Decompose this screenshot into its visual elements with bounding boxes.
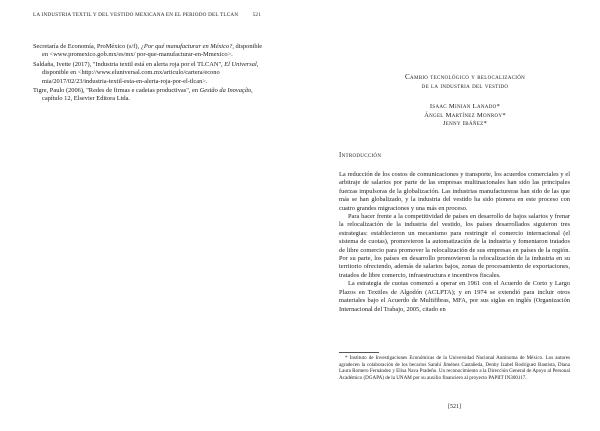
reference-item: Secretaría de Economía, ProMéxico (s/f), ¿Por qué manufacturar en México?, disponible en <www.promexico.gob.mx/es/mx/ por-que-manufacturar-en-Mmexico>. bbox=[33, 43, 263, 59]
title-line: Cambio tecnológico y relocalización bbox=[404, 73, 526, 81]
running-head-page-number: 521 bbox=[252, 12, 261, 18]
author-name: Ángel Martínez Monroy* bbox=[424, 111, 506, 119]
paragraph: La estrategia de cuotas comenzó a operar en 1961 con el Acuerdo de Corto y Largo Plazos en Textiles de Algodón (ACLPTA); y en 1974 se extendió para incluir otros materiales bajo el Acuerdo de Multifibras, MFA, por sus siglas en inglés (Organización Internacional del Trabajo, 2005, citado en bbox=[339, 280, 570, 313]
body-text bbox=[339, 171, 570, 314]
footnote-text: * Instituto de Investigaciones Económicas de la Universidad Nacional Autónoma de México. Los autores agradecen la colaboración de los becarios Sarahí Jiménez Castañeda, Denby Izabel Rodríguez Bautista, Diana Laura Romero Fernández y Elisa Nava Pradeño. Un reconocimiento a la Dirección General de Apoyo al Personal Académico (DGAPA) de la UNAM por su auxilio financiero al proyecto PAPIIT IN300117. bbox=[339, 355, 570, 381]
reference-item: Saldaña, Ivette (2017), "Industria textil está en alerta roja por el TLCAN", El Universal, disponible en <http://www.eluniversal.com.mx/articulo/cartera/econo mia/2017/02/23/industria-textil-esta-en-alerta-roja-por-el-tlcan>. bbox=[33, 60, 259, 85]
title-line: de la industria del vestido bbox=[421, 82, 509, 90]
section-heading: Introducción bbox=[339, 152, 382, 159]
author-name: Isaac Minian Lanado* bbox=[429, 103, 501, 110]
running-header bbox=[33, 12, 261, 18]
author-list bbox=[370, 103, 560, 129]
author-name: Jenny Ibáñez* bbox=[442, 120, 488, 128]
article-title bbox=[370, 73, 560, 91]
footnote bbox=[339, 355, 570, 381]
reference-item: Tigre, Paulo (2006), "Redes de firmas e cadeias productivas", en Gestão da Inovação, capítulo 12, Elsevier Editora Ltda. bbox=[33, 87, 253, 103]
running-head-title: LA INDUSTRIA TEXTIL Y DEL VESTIDO MEXICANA EN EL PERIODO DEL TLCAN bbox=[33, 12, 239, 18]
paragraph: Para hacer frente a la competitividad de países en desarrollo de bajos salarios y frenar la relocalización de la industria del vestido, los países desarrollados siguieron tres estrategias: establecieron un mecanismo para restringir el comercio internacional (el sistema de cuotas), promovieron la automatización de la industria y fomentaron tratados de libre comercio para promover la relocalización de sus empresas en países de la región. Por su parte, los países en desarrollo promovieron la relocalización de la industria en su territorio ofreciendo, además de salarios bajos, zonas de procesamiento de exportaciones, tratados de libre comercio, infraestructura e incentivos fiscales. bbox=[339, 213, 570, 279]
paragraph: La reducción de los costos de comunicaciones y transporte, los acuerdos comerciales y el arbitraje de salarios por parte de las empresas multinacionales han sido las principales fuerzas impulsoras de la globalización. Las industrias manufactureras han sido de las que más se han globalizado, y la industria del vestido ha sido pionera en este proceso con cuatro grandes migraciones y una más en proceso. bbox=[339, 171, 570, 212]
footnote-divider bbox=[339, 352, 379, 353]
reference-list bbox=[33, 43, 265, 105]
page-number: [521] bbox=[448, 404, 461, 410]
